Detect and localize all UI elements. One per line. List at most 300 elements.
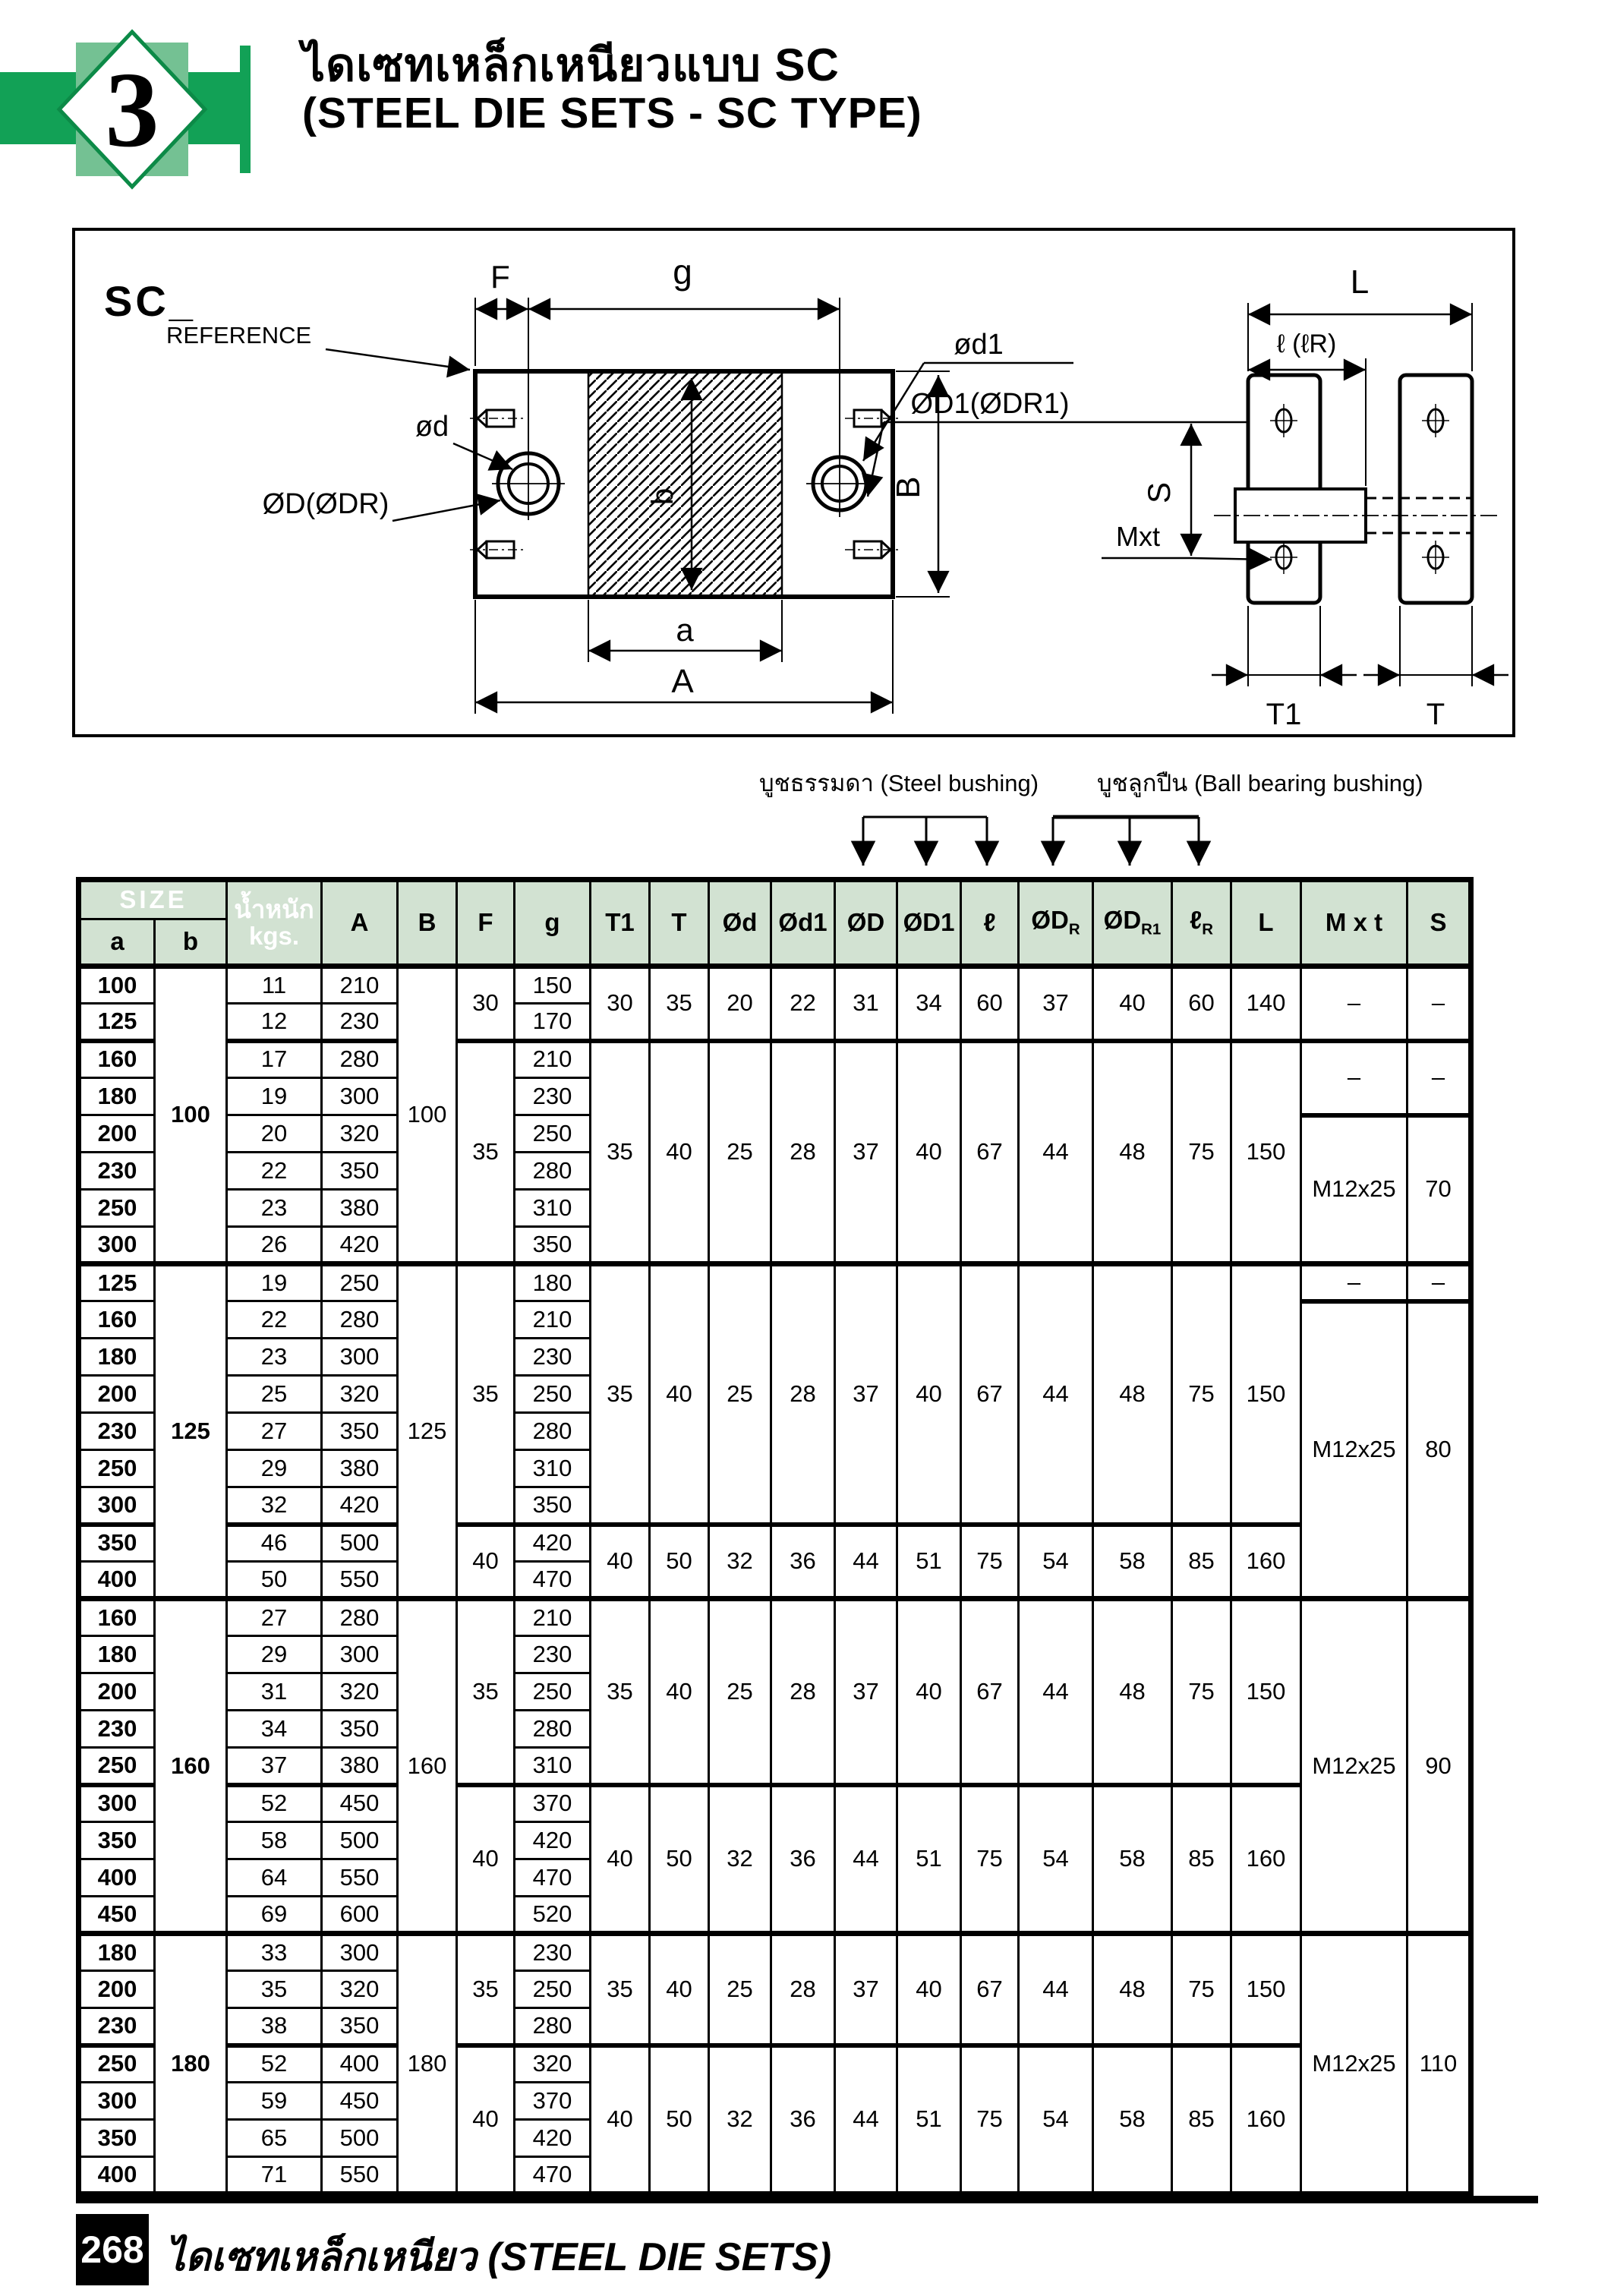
cell-A: 320 (322, 1115, 398, 1153)
cell-g: 420 (515, 1822, 591, 1859)
cell-od1: 36 (771, 2045, 835, 2194)
cell-T1: 35 (591, 1599, 650, 1785)
dim-b: b (646, 487, 679, 506)
label-od: ød (415, 411, 449, 443)
cell-T: 50 (650, 1525, 709, 1599)
cell-l: 75 (961, 1525, 1019, 1599)
dim-S: S (1141, 481, 1177, 504)
cell-a: 125 (79, 1004, 155, 1041)
cell-g: 320 (515, 2045, 591, 2083)
cell-ODR1: 58 (1093, 1525, 1172, 1599)
cell-ODR1: 58 (1093, 1785, 1172, 1934)
cell-g: 280 (515, 1413, 591, 1450)
cell-g: 230 (515, 1339, 591, 1376)
cell-A: 500 (322, 1822, 398, 1859)
cell-OD: 37 (835, 1264, 897, 1525)
cell-Mxt: M12x25 (1301, 1934, 1408, 2194)
cell-A: 350 (322, 1711, 398, 1748)
cell-kgs: 11 (227, 967, 322, 1004)
cell-lR: 85 (1172, 2045, 1231, 2194)
cell-a: 350 (79, 2120, 155, 2157)
cell-L: 150 (1231, 1041, 1301, 1264)
technical-drawing (75, 231, 1512, 734)
col-header-ODR: $ØD_R$ (1019, 880, 1093, 967)
cell-a: 350 (79, 1525, 155, 1562)
cell-kgs: 64 (227, 1859, 322, 1897)
cell-kgs: 32 (227, 1487, 322, 1525)
col-header-L: L (1231, 880, 1301, 967)
cell-a: 200 (79, 1115, 155, 1153)
cell-a: 250 (79, 1450, 155, 1487)
cell-S: 80 (1408, 1301, 1471, 1599)
cell-L: 140 (1231, 967, 1301, 1041)
cell-kgs: 17 (227, 1041, 322, 1078)
cell-lR: 75 (1172, 1599, 1231, 1785)
cell-a: 160 (79, 1599, 155, 1636)
cell-OD1: 40 (897, 1599, 961, 1785)
cell-b: 100 (155, 967, 227, 1264)
cell-g: 250 (515, 1376, 591, 1413)
page-number: 268 (80, 2228, 144, 2271)
cell-l: 75 (961, 1785, 1019, 1934)
cell-g: 150 (515, 967, 591, 1004)
cell-A: 450 (322, 1785, 398, 1822)
cell-a: 200 (79, 1376, 155, 1413)
cell-kgs: 59 (227, 2083, 322, 2120)
size-header: SIZE (79, 880, 227, 919)
technical-drawing-box (72, 228, 1515, 737)
cell-Mxt: – (1301, 967, 1408, 1041)
cell-od: 25 (709, 1934, 771, 2045)
cell-kgs: 46 (227, 1525, 322, 1562)
cell-g: 420 (515, 1525, 591, 1562)
cell-OD1: 40 (897, 1934, 961, 2045)
cell-od1: 36 (771, 1785, 835, 1934)
cell-A: 280 (322, 1041, 398, 1078)
weight-unit: kgs. (248, 921, 300, 950)
reference-label: REFERENCE (166, 322, 312, 348)
cell-od1: 28 (771, 1599, 835, 1785)
cell-kgs: 52 (227, 1785, 322, 1822)
col-header-B: B (398, 880, 457, 967)
cell-S: – (1408, 1041, 1471, 1115)
cell-OD: 44 (835, 1525, 897, 1599)
chapter-logo (0, 15, 258, 205)
cell-kgs: 20 (227, 1115, 322, 1153)
cell-kgs: 52 (227, 2045, 322, 2083)
cell-A: 300 (322, 1934, 398, 1971)
cell-a: 160 (79, 1041, 155, 1078)
cell-g: 310 (515, 1190, 591, 1227)
cell-g: 470 (515, 1562, 591, 1599)
cell-S: – (1408, 967, 1471, 1041)
cell-ODR: 44 (1019, 1934, 1093, 2045)
cell-a: 250 (79, 1748, 155, 1785)
cell-a: 450 (79, 1897, 155, 1934)
cell-l: 67 (961, 1599, 1019, 1785)
col-header-OD1: ØD1 (897, 880, 961, 967)
cell-kgs: 27 (227, 1413, 322, 1450)
cell-S: 110 (1408, 1934, 1471, 2194)
cell-kgs: 27 (227, 1599, 322, 1636)
cell-g: 470 (515, 1859, 591, 1897)
cell-Mxt: – (1301, 1041, 1408, 1115)
cell-ODR1: 48 (1093, 1934, 1172, 2045)
cell-T: 40 (650, 1041, 709, 1264)
cell-F: 35 (457, 1934, 515, 2045)
cell-a: 250 (79, 2045, 155, 2083)
ball-bearing-bushing-label: บูชลูกปืน (Ball bearing bushing) (1097, 770, 1423, 796)
footer-title: ไดเซทเหล็กเหนียว (STEEL DIE SETS) (165, 2235, 832, 2279)
cell-a: 300 (79, 1227, 155, 1264)
cell-OD1: 34 (897, 967, 961, 1041)
cell-kgs: 50 (227, 1562, 322, 1599)
cell-ODR1: 40 (1093, 967, 1172, 1041)
cell-L: 160 (1231, 1525, 1301, 1599)
cell-a: 230 (79, 1413, 155, 1450)
cell-T1: 40 (591, 2045, 650, 2194)
cell-A: 300 (322, 1339, 398, 1376)
cell-B: 180 (398, 1934, 457, 2194)
cell-OD1: 51 (897, 2045, 961, 2194)
cell-a: 400 (79, 2157, 155, 2194)
cell-od: 32 (709, 2045, 771, 2194)
cell-ODR: 37 (1019, 967, 1093, 1041)
cell-A: 350 (322, 1413, 398, 1450)
dim-T1: T1 (1266, 698, 1302, 731)
col-header-Mxt: M x t (1301, 880, 1408, 967)
cell-a: 250 (79, 1190, 155, 1227)
cell-a: 350 (79, 1822, 155, 1859)
cell-A: 550 (322, 1562, 398, 1599)
cell-ODR: 54 (1019, 2045, 1093, 2194)
cell-l: 67 (961, 1934, 1019, 2045)
cell-T: 40 (650, 1934, 709, 2045)
cell-F: 30 (457, 967, 515, 1041)
cell-A: 550 (322, 2157, 398, 2194)
cell-F: 40 (457, 1785, 515, 1934)
cell-g: 180 (515, 1264, 591, 1301)
cell-T1: 30 (591, 967, 650, 1041)
cell-Mxt: M12x25 (1301, 1599, 1408, 1934)
cell-od1: 36 (771, 1525, 835, 1599)
cell-A: 380 (322, 1190, 398, 1227)
cell-g: 230 (515, 1636, 591, 1673)
page-number-box (76, 2214, 149, 2285)
cell-kgs: 22 (227, 1153, 322, 1190)
cell-F: 35 (457, 1599, 515, 1785)
cell-od: 25 (709, 1264, 771, 1525)
cell-g: 230 (515, 1934, 591, 1971)
cell-ODR: 54 (1019, 1785, 1093, 1934)
page-title-thai: ไดเซทเหล็กเหนียวแบบ SC (302, 39, 840, 90)
cell-kgs: 26 (227, 1227, 322, 1264)
cell-kgs: 34 (227, 1711, 322, 1748)
cell-a: 300 (79, 1487, 155, 1525)
cell-g: 250 (515, 1115, 591, 1153)
cell-lR: 75 (1172, 1041, 1231, 1264)
cell-S: 70 (1408, 1115, 1471, 1264)
cell-od1: 22 (771, 967, 835, 1041)
cell-A: 280 (322, 1301, 398, 1339)
page-title-english: (STEEL DIE SETS - SC TYPE) (302, 89, 922, 137)
dim-l: ℓ (ℓR) (1276, 330, 1337, 358)
dim-F: F (490, 259, 510, 295)
cell-g: 310 (515, 1748, 591, 1785)
cell-A: 450 (322, 2083, 398, 2120)
dim-g: g (673, 252, 692, 292)
cell-od1: 28 (771, 1264, 835, 1525)
table-group-b125 (79, 1264, 1471, 1599)
cell-a: 400 (79, 1859, 155, 1897)
cell-T: 40 (650, 1264, 709, 1525)
cell-B: 160 (398, 1599, 457, 1934)
label-Mxt: Mxt (1116, 521, 1160, 552)
col-header-g: g (515, 880, 591, 967)
cell-b: 180 (155, 1934, 227, 2194)
dim-a: a (676, 612, 694, 648)
cell-b: 160 (155, 1599, 227, 1934)
cell-a: 180 (79, 1934, 155, 1971)
cell-ODR: 44 (1019, 1599, 1093, 1785)
dim-T: T (1426, 698, 1445, 731)
cell-g: 250 (515, 1673, 591, 1711)
col-header-ODR1: $ØD_{R1}$ (1093, 880, 1172, 967)
cell-S: 90 (1408, 1599, 1471, 1934)
reference-leader (326, 349, 470, 370)
cell-a: 200 (79, 1971, 155, 2008)
cell-A: 500 (322, 2120, 398, 2157)
table-group-b180 (79, 1934, 1471, 2194)
cell-OD: 44 (835, 2045, 897, 2194)
cell-B: 100 (398, 967, 457, 1264)
cell-L: 150 (1231, 1599, 1301, 1785)
cell-od1: 28 (771, 1041, 835, 1264)
cell-L: 150 (1231, 1264, 1301, 1525)
cell-kgs: 38 (227, 2008, 322, 2045)
cell-A: 380 (322, 1450, 398, 1487)
cell-A: 550 (322, 1859, 398, 1897)
label-OD: ØD(ØDR) (262, 488, 389, 520)
cell-A: 350 (322, 1153, 398, 1190)
cell-a: 180 (79, 1339, 155, 1376)
cell-L: 160 (1231, 2045, 1301, 2194)
cell-od: 32 (709, 1525, 771, 1599)
col-header-l: ℓ (961, 880, 1019, 967)
cell-kgs: 23 (227, 1190, 322, 1227)
cell-kgs: 25 (227, 1376, 322, 1413)
cell-A: 320 (322, 1971, 398, 2008)
cell-l: 60 (961, 967, 1019, 1041)
col-header-A: A (322, 880, 398, 967)
cell-A: 500 (322, 1525, 398, 1562)
cell-L: 160 (1231, 1785, 1301, 1934)
cell-g: 420 (515, 2120, 591, 2157)
cell-ODR: 44 (1019, 1264, 1093, 1525)
cell-A: 300 (322, 1636, 398, 1673)
cell-b: 125 (155, 1264, 227, 1599)
cell-ODR: 44 (1019, 1041, 1093, 1264)
cell-lR: 75 (1172, 1264, 1231, 1525)
cell-A: 400 (322, 2045, 398, 2083)
label-OD1: ØD1(ØDR1) (910, 388, 1070, 420)
cell-A: 600 (322, 1897, 398, 1934)
cell-L: 150 (1231, 1934, 1301, 2045)
dim-A: A (671, 663, 694, 700)
cell-F: 40 (457, 1525, 515, 1599)
cell-g: 230 (515, 1078, 591, 1115)
cell-kgs: 69 (227, 1897, 322, 1934)
cell-T: 40 (650, 1599, 709, 1785)
cell-OD1: 40 (897, 1041, 961, 1264)
cell-g: 280 (515, 1711, 591, 1748)
bushing-annotations (683, 752, 1534, 877)
cell-g: 210 (515, 1041, 591, 1078)
cell-g: 470 (515, 2157, 591, 2194)
cell-T: 50 (650, 1785, 709, 1934)
col-header-OD: ØD (835, 880, 897, 967)
cell-kgs: 29 (227, 1636, 322, 1673)
hatched-die-area (588, 371, 782, 597)
cell-OD1: 40 (897, 1264, 961, 1525)
cell-a: 230 (79, 2008, 155, 2045)
cell-ODR1: 48 (1093, 1041, 1172, 1264)
dim-B: B (890, 476, 927, 499)
col-header-T: T (650, 880, 709, 967)
cell-OD: 31 (835, 967, 897, 1041)
model-label: SC_ (104, 277, 196, 325)
logo-bar (240, 46, 251, 173)
cell-lR: 85 (1172, 1785, 1231, 1934)
cell-lR: 85 (1172, 1525, 1231, 1599)
cell-kgs: 23 (227, 1339, 322, 1376)
cell-a: 230 (79, 1153, 155, 1190)
cell-g: 370 (515, 2083, 591, 2120)
cell-g: 350 (515, 1227, 591, 1264)
cell-OD: 37 (835, 1599, 897, 1785)
cell-Mxt: – (1301, 1264, 1408, 1301)
cell-A: 420 (322, 1227, 398, 1264)
cell-OD: 44 (835, 1785, 897, 1934)
cell-T1: 40 (591, 1785, 650, 1934)
cell-ODR1: 48 (1093, 1599, 1172, 1785)
cell-od: 20 (709, 967, 771, 1041)
cell-T1: 35 (591, 1041, 650, 1264)
weight-header (227, 880, 322, 967)
cell-A: 420 (322, 1487, 398, 1525)
cell-kgs: 33 (227, 1934, 322, 1971)
cell-Mxt: M12x25 (1301, 1115, 1408, 1264)
cell-kgs: 58 (227, 1822, 322, 1859)
cell-kgs: 31 (227, 1673, 322, 1711)
cell-A: 210 (322, 967, 398, 1004)
cell-F: 35 (457, 1041, 515, 1264)
cell-a: 400 (79, 1562, 155, 1599)
col-header-od1: Ød1 (771, 880, 835, 967)
cell-A: 280 (322, 1599, 398, 1636)
cell-OD: 37 (835, 1041, 897, 1264)
cell-od: 25 (709, 1041, 771, 1264)
cell-g: 210 (515, 1599, 591, 1636)
col-header-lR: ℓ$_R$ (1172, 880, 1231, 967)
cell-OD1: 51 (897, 1785, 961, 1934)
cell-kgs: 29 (227, 1450, 322, 1487)
dim-L: L (1350, 263, 1370, 301)
cell-B: 125 (398, 1264, 457, 1599)
steel-bushing-label: บูชธรรมดา (Steel bushing) (759, 770, 1039, 796)
cell-a: 230 (79, 1711, 155, 1748)
cell-g: 280 (515, 1153, 591, 1190)
cell-T: 50 (650, 2045, 709, 2194)
cell-a: 160 (79, 1301, 155, 1339)
cell-a: 100 (79, 967, 155, 1004)
col-header-od: Ød (709, 880, 771, 967)
cell-ODR: 54 (1019, 1525, 1093, 1599)
cell-kgs: 37 (227, 1748, 322, 1785)
cell-a: 200 (79, 1673, 155, 1711)
table-group-b160 (79, 1599, 1471, 1934)
cell-l: 67 (961, 1264, 1019, 1525)
cell-kgs: 71 (227, 2157, 322, 2194)
cell-Mxt: M12x25 (1301, 1301, 1408, 1599)
cell-OD1: 51 (897, 1525, 961, 1599)
table-header (79, 880, 1471, 967)
chapter-number: 3 (105, 49, 159, 169)
cell-A: 320 (322, 1376, 398, 1413)
cell-lR: 60 (1172, 967, 1231, 1041)
cell-kgs: 65 (227, 2120, 322, 2157)
cell-a: 180 (79, 1636, 155, 1673)
cell-T1: 35 (591, 1934, 650, 2045)
col-header-b: b (155, 919, 227, 967)
footer-rule (76, 2196, 1538, 2203)
cell-g: 170 (515, 1004, 591, 1041)
cell-g: 250 (515, 1971, 591, 2008)
cell-T1: 40 (591, 1525, 650, 1599)
col-header-S: S (1408, 880, 1471, 967)
cell-ODR1: 48 (1093, 1264, 1172, 1525)
cell-T1: 35 (591, 1264, 650, 1525)
cell-g: 310 (515, 1450, 591, 1487)
cell-kgs: 12 (227, 1004, 322, 1041)
cell-g: 210 (515, 1301, 591, 1339)
cell-A: 380 (322, 1748, 398, 1785)
cell-a: 180 (79, 1078, 155, 1115)
col-header-T1: T1 (591, 880, 650, 967)
cell-kgs: 35 (227, 1971, 322, 2008)
cell-A: 230 (322, 1004, 398, 1041)
cell-g: 350 (515, 1487, 591, 1525)
cell-A: 300 (322, 1078, 398, 1115)
cell-od: 25 (709, 1599, 771, 1785)
cell-A: 250 (322, 1264, 398, 1301)
cell-F: 35 (457, 1264, 515, 1525)
table-group-b100 (79, 967, 1471, 1264)
cell-l: 67 (961, 1041, 1019, 1264)
cell-od: 32 (709, 1785, 771, 1934)
cell-l: 75 (961, 2045, 1019, 2194)
cell-a: 300 (79, 1785, 155, 1822)
spec-table (76, 877, 1474, 2197)
cell-g: 520 (515, 1897, 591, 1934)
cell-A: 320 (322, 1673, 398, 1711)
cell-A: 350 (322, 2008, 398, 2045)
cell-OD: 37 (835, 1934, 897, 2045)
cell-kgs: 19 (227, 1078, 322, 1115)
col-header-a: a (79, 919, 155, 967)
cell-a: 300 (79, 2083, 155, 2120)
cell-ODR1: 58 (1093, 2045, 1172, 2194)
